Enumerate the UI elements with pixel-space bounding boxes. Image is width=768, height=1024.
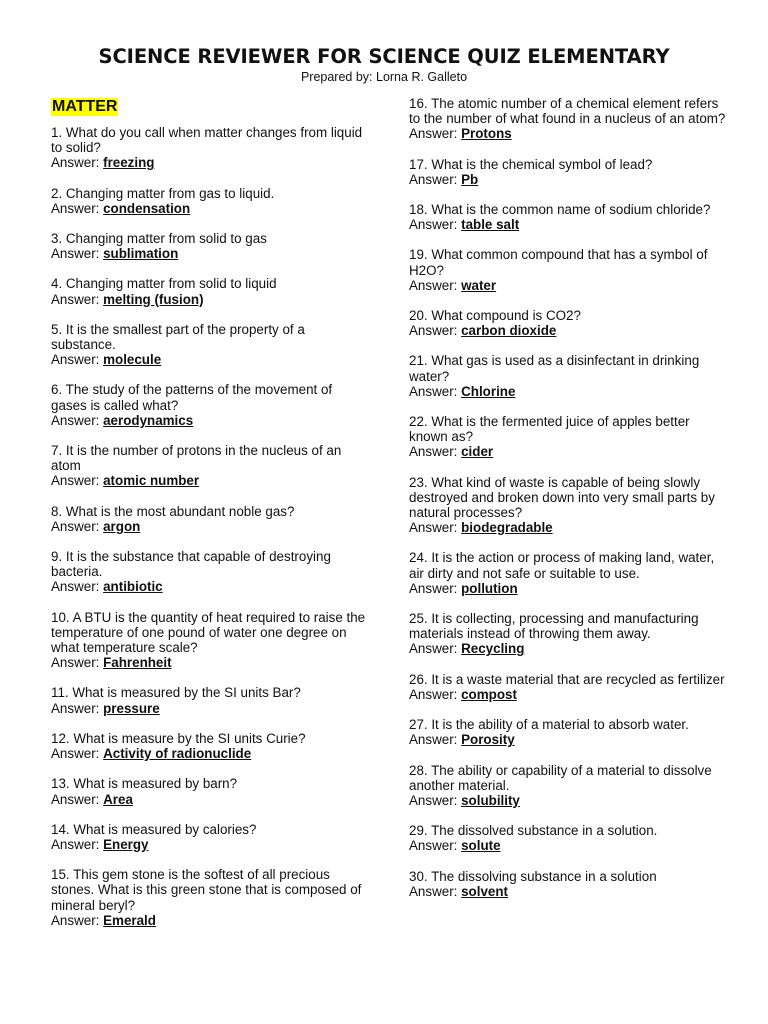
answer-label: Answer:	[409, 641, 458, 657]
answer-label: Answer:	[51, 655, 100, 671]
question-item	[51, 504, 371, 534]
question-item	[409, 247, 729, 293]
answer-line	[409, 838, 729, 853]
left-question-list	[51, 125, 371, 928]
right-column	[409, 96, 729, 914]
answer-value: solute	[461, 838, 501, 854]
answer-line	[409, 172, 729, 187]
question-item	[409, 475, 729, 536]
answer-line	[51, 413, 371, 428]
answer-line	[409, 687, 729, 702]
answer-value: freezing	[103, 155, 155, 171]
answer-label: Answer:	[409, 323, 458, 339]
question-item	[409, 869, 729, 899]
answer-line	[51, 352, 371, 367]
answer-label: Answer:	[51, 836, 100, 852]
question-text: 30. The dissolving substance in a solution	[409, 868, 657, 884]
answer-label: Answer:	[409, 883, 458, 899]
answer-label: Answer:	[409, 838, 458, 854]
answer-line	[51, 913, 371, 928]
question-text: 7. It is the number of protons in the nucleus of an atom	[51, 443, 342, 474]
answer-value: Chlorine	[461, 383, 516, 399]
question-text: 20. What compound is CO2?	[409, 308, 581, 324]
question-item	[409, 672, 729, 702]
answer-label: Answer:	[51, 700, 100, 716]
question-text: 2. Changing matter from gas to liquid.	[51, 185, 275, 201]
answer-label: Answer:	[409, 792, 458, 808]
answer-value: pollution	[461, 580, 518, 596]
answer-value: melting (fusion)	[103, 291, 204, 307]
answer-line	[409, 217, 729, 232]
question-text: 25. It is collecting, processing and manufacturing materials instead of throwing them away.	[409, 611, 699, 642]
answer-line	[51, 519, 371, 534]
answer-line	[51, 792, 371, 807]
question-item	[51, 276, 371, 306]
answer-value: aerodynamics	[103, 412, 194, 428]
answer-line	[409, 520, 729, 535]
question-text: 27. It is the ability of a material to absorb water.	[409, 717, 689, 733]
question-text: 19. What common compound that has a symbol of H2O?	[409, 247, 708, 278]
question-item	[51, 186, 371, 216]
answer-value: Fahrenheit	[103, 655, 172, 671]
question-text: 12. What is measure by the SI units Curie?	[51, 730, 306, 746]
answer-label: Answer:	[51, 291, 100, 307]
right-question-list	[409, 96, 729, 899]
question-item	[409, 611, 729, 657]
question-text: 28. The ability or capability of a material to dissolve another material.	[409, 762, 712, 793]
answer-value: atomic number	[103, 473, 200, 489]
question-item	[51, 125, 371, 171]
question-item	[409, 353, 729, 399]
question-item	[409, 717, 729, 747]
answer-label: Answer:	[51, 155, 100, 171]
question-item	[409, 550, 729, 596]
answer-line	[51, 201, 371, 216]
answer-value: carbon dioxide	[461, 323, 557, 339]
answer-label: Answer:	[409, 383, 458, 399]
answer-label: Answer:	[409, 686, 458, 702]
answer-label: Answer:	[409, 444, 458, 460]
question-text: 5. It is the smallest part of the property of a substance.	[51, 321, 305, 353]
answer-line	[51, 701, 371, 716]
question-item	[51, 685, 371, 715]
answer-label: Answer:	[51, 246, 100, 262]
answer-label: Answer:	[51, 912, 100, 928]
answer-line	[51, 746, 371, 761]
question-text: 16. The atomic number of a chemical element refers to the number of what found in a nucleus of an atom?	[409, 96, 726, 127]
answer-value: Porosity	[461, 732, 515, 748]
answer-label: Answer:	[51, 200, 100, 216]
answer-label: Answer:	[409, 217, 458, 233]
question-text: 21. What gas is used as a disinfectant in drinking water?	[409, 353, 700, 384]
answer-line	[51, 292, 371, 307]
question-text: 9. It is the substance that capable of destroying bacteria.	[51, 549, 331, 580]
question-item	[51, 867, 371, 928]
answer-value: cider	[461, 444, 494, 460]
answer-value: Area	[103, 791, 133, 807]
answer-line	[51, 473, 371, 488]
answer-label: Answer:	[409, 171, 458, 187]
answer-label: Answer:	[51, 473, 100, 489]
answer-line	[409, 641, 729, 656]
question-item	[409, 763, 729, 809]
answer-value: antibiotic	[103, 579, 163, 595]
question-item	[409, 414, 729, 460]
question-text: 24. It is the action or process of making land, water, air dirty and not safe or suitable to use.	[409, 550, 715, 581]
answer-value: pressure	[103, 700, 160, 716]
question-text: 18. What is the common name of sodium chloride?	[409, 202, 711, 218]
question-item	[409, 202, 729, 232]
answer-label: Answer:	[51, 518, 100, 534]
question-text: 6. The study of the patterns of the movement of gases is called what?	[51, 382, 333, 413]
question-item	[51, 776, 371, 806]
answer-value: compost	[461, 686, 517, 702]
answer-line	[51, 655, 371, 670]
answer-value: condensation	[103, 200, 191, 216]
question-item	[51, 382, 371, 428]
question-item	[51, 731, 371, 761]
question-text: 13. What is measured by barn?	[51, 776, 238, 792]
answer-label: Answer:	[409, 126, 458, 142]
answer-label: Answer:	[409, 732, 458, 748]
document-subtitle: Prepared by: Lorna R. Galleto	[300, 70, 468, 84]
answer-label: Answer:	[51, 352, 100, 368]
answer-label: Answer:	[51, 746, 100, 762]
answer-value: biodegradable	[461, 520, 553, 536]
question-item	[51, 322, 371, 368]
answer-label: Answer:	[51, 412, 100, 428]
answer-value: argon	[103, 518, 141, 534]
question-item	[409, 157, 729, 187]
answer-value: solubility	[461, 792, 520, 808]
question-text: 22. What is the fermented juice of apples better known as?	[409, 414, 690, 445]
question-item	[51, 549, 371, 595]
answer-line	[409, 384, 729, 399]
section-heading-matter: MATTER	[52, 98, 118, 115]
question-text: 4. Changing matter from solid to liquid	[51, 276, 277, 292]
question-text: 8. What is the most abundant noble gas?	[51, 503, 295, 519]
question-text: 23. What kind of waste is capable of being slowly destroyed and broken down into very small parts by natural processes?	[409, 474, 715, 521]
question-item	[409, 96, 729, 142]
answer-value: sublimation	[103, 246, 179, 262]
left-column	[51, 96, 371, 943]
answer-line	[409, 581, 729, 596]
answer-line	[409, 793, 729, 808]
answer-line	[409, 278, 729, 293]
question-item	[51, 610, 371, 671]
answer-label: Answer:	[51, 791, 100, 807]
answer-value: water	[461, 277, 497, 293]
question-text: 11. What is measured by the SI units Bar?	[51, 685, 301, 701]
question-item	[409, 308, 729, 338]
answer-value: molecule	[103, 352, 162, 368]
answer-line	[409, 444, 729, 459]
question-text: 14. What is measured by calories?	[51, 821, 257, 837]
answer-value: Activity of radionuclide	[103, 746, 252, 762]
answer-label: Answer:	[409, 277, 458, 293]
answer-label: Answer:	[51, 579, 100, 595]
answer-value: Emerald	[103, 912, 156, 928]
answer-line	[51, 837, 371, 852]
question-text: 26. It is a waste material that are recycled as fertilizer	[409, 671, 725, 687]
answer-value: Recycling	[461, 641, 525, 657]
question-text: 10. A BTU is the quantity of heat required to raise the temperature of one pound of water one degree on what temperature scale?	[51, 609, 366, 656]
question-item	[51, 231, 371, 261]
answer-line	[51, 579, 371, 594]
answer-line	[51, 246, 371, 261]
question-item	[51, 822, 371, 852]
answer-line	[409, 884, 729, 899]
answer-line	[409, 126, 729, 141]
answer-value: Energy	[103, 836, 149, 852]
question-item	[409, 823, 729, 853]
answer-value: Protons	[461, 126, 512, 142]
question-text: 29. The dissolved substance in a solution.	[409, 823, 658, 839]
question-text: 15. This gem stone is the softest of all precious stones. What is this green stone that is composed of mineral beryl?	[51, 867, 362, 913]
answer-value: table salt	[461, 217, 520, 233]
answer-value: Pb	[461, 171, 479, 187]
question-text: 1. What do you call when matter changes from liquid to solid?	[51, 125, 363, 156]
answer-line	[51, 155, 371, 170]
question-text: 17. What is the chemical symbol of lead?	[409, 156, 653, 172]
document-title: SCIENCE REVIEWER FOR SCIENCE QUIZ ELEMENTARY	[98, 45, 670, 68]
answer-label: Answer:	[409, 520, 458, 536]
answer-line	[409, 732, 729, 747]
answer-label: Answer:	[409, 580, 458, 596]
answer-value: solvent	[461, 883, 508, 899]
answer-line	[409, 323, 729, 338]
question-text: 3. Changing matter from solid to gas	[51, 231, 267, 247]
question-item	[51, 443, 371, 489]
